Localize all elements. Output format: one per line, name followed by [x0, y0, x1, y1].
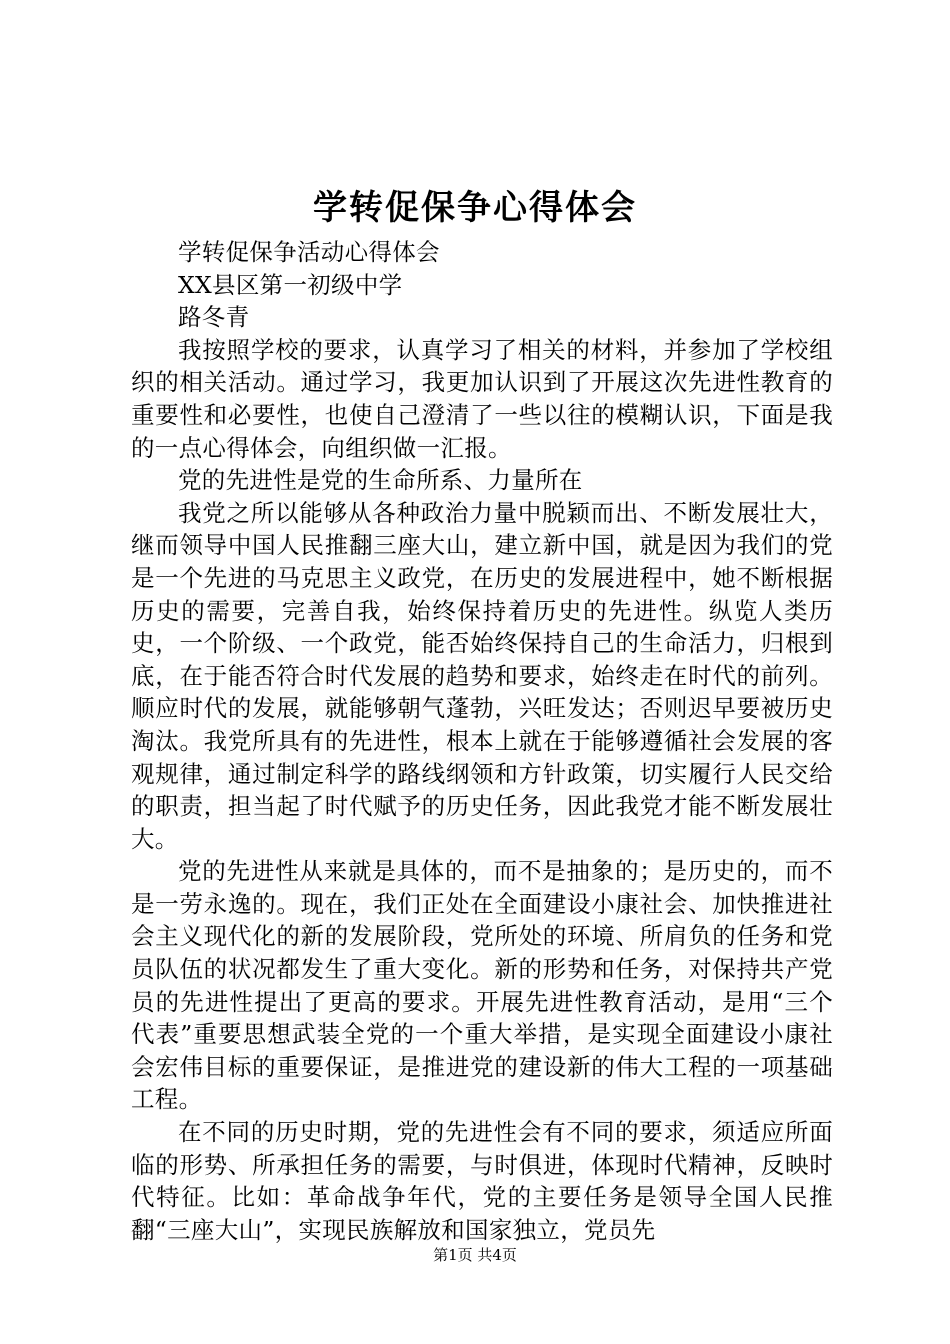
school-line: XX县区第一初级中学 [178, 270, 403, 299]
paragraph: 我按照学校的要求，认真学习了相关的材料，并参加了学校组织的相关活动。通过学习，我更加认识到了开展这次先进性教育的重要性和必要性，也使自己澄清了一些以往的模糊认识，下面是我的一点心得体会，向组织做一汇报。 [131, 335, 833, 462]
subtitle-line: 学转促保争活动心得体会 [178, 238, 440, 266]
paragraph: 党的先进性从来就是具体的，而不是抽象的；是历史的，而不是一劳永逸的。现在，我们正处在全面建设小康社会、加快推进社会主义现代化的新的发展阶段，党所处的环境、所肩负的任务和党员队伍的状况都发生了重大变化。新的形势和任务，对保持共产党员的先进性提出了更高的要求。开展先进性教育活动，是用“三个代表”重要思想武装全党的一个重大举措，是实现全面建设小康社会宏伟目标的重要保证，是推进党的建设新的伟大工程的一项基础工程。 [131, 857, 833, 1114]
paragraph: 在不同的历史时期，党的先进性会有不同的要求，须适应所面临的形势、所承担任务的需要，与时俱进，体现时代精神，反映时代特征。比如：革命战争年代，党的主要任务是领导全国人民推翻“三座大山”，实现民族解放和国家独立，党员先 [131, 1118, 833, 1244]
author-line: 路冬青 [178, 303, 250, 332]
section-heading: 党的先进性是党的生命所系、力量所在 [178, 466, 583, 495]
document-body [131, 236, 833, 1246]
page-footer: 第1页 共4页 [433, 1246, 517, 1264]
paragraph: 我党之所以能够从各种政治力量中脱颖而出、不断发展壮大，继而领导中国人民推翻三座大山，建立新中国，就是因为我们的党是一个先进的马克思主义政党，在历史的发展进程中，她不断根据历史的需要，完善自我，始终保持着历史的先进性。纵览人类历史，一个阶级、一个政党，能否始终保持自己的生命活力，归根到底，在于能否符合时代发展的趋势和要求，始终走在时代的前列。顺应时代的发展，就能够朝气蓬勃，兴旺发达；否则迟早要被历史淘汰。我党所具有的先进性，根本上就在于能够遵循社会发展的客观规律，通过制定科学的路线纲领和方针政策，切实履行人民交给的职责，担当起了时代赋予的历史任务，因此我党才能不断发展壮大。 [131, 498, 833, 853]
document-title: 学转促保争心得体会 [313, 188, 637, 228]
